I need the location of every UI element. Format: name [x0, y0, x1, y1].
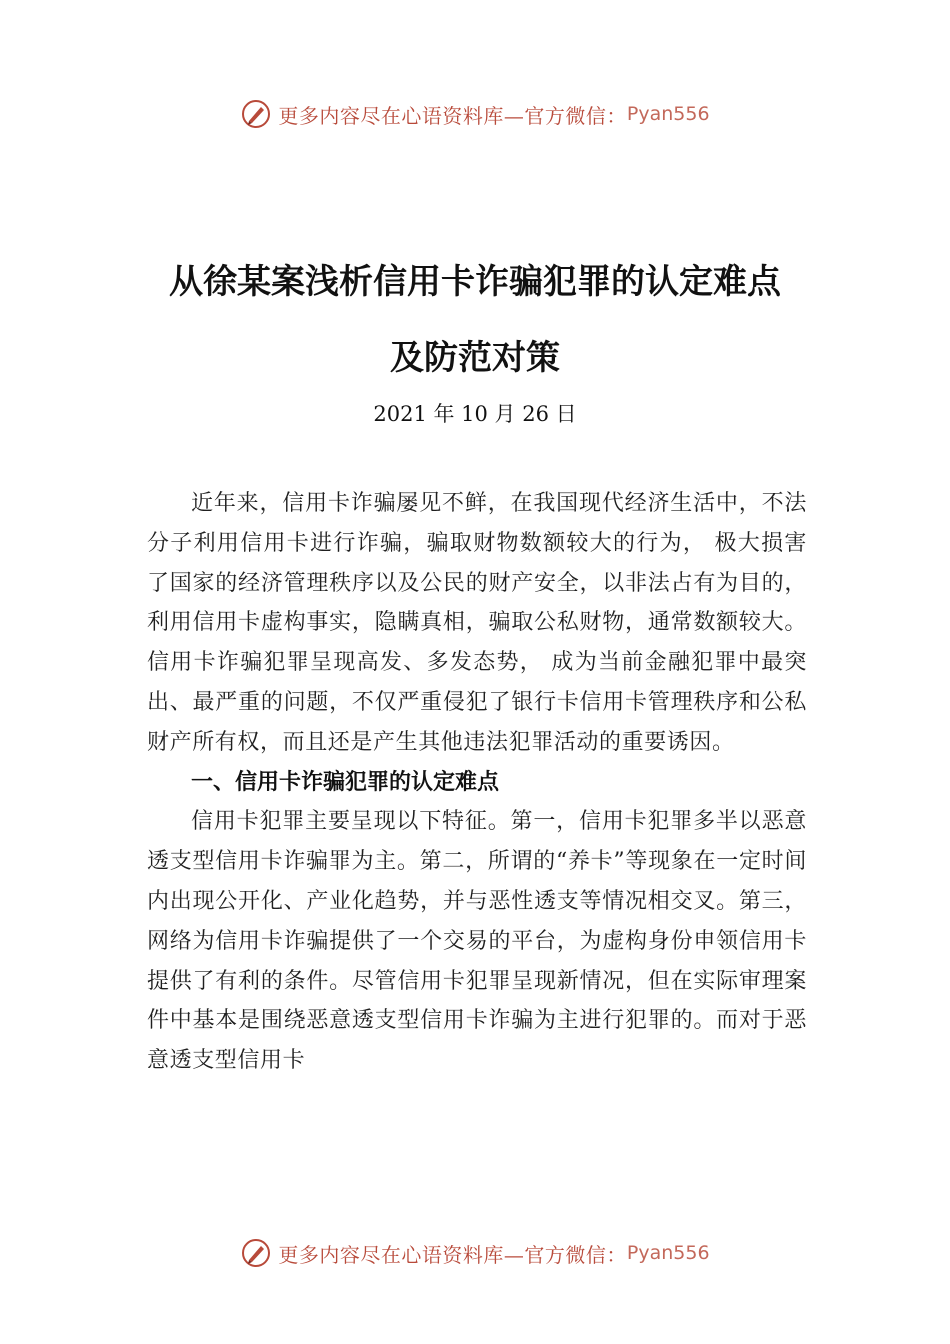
- document-date: 2021 年 10 月 26 日: [373, 402, 577, 426]
- wechat-id: Pyan556: [626, 103, 710, 125]
- pen-logo-icon: [240, 98, 272, 130]
- section-heading-1: 一、信用卡诈骗犯罪的认定难点: [191, 769, 500, 795]
- paragraph-section-1: 信用卡犯罪主要呈现以下特征。第一，信用卡犯罪多半以恶意透支型信用卡诈骗罪为主。第二，所谓的“养卡”等现象在一定时间内出现公开化、产业化趋势，并与恶性透支等情况相交叉。第三，网络为信用卡诈骗提供了一个交易的平台，为虚构身份申领信用卡提供了有利的条件。尽管信用卡犯罪呈现新情况，但在实际审理案件中基本是围绕恶意透支型信用卡诈骗为主进行犯罪的。而对于恶意透支型信用卡: [147, 809, 807, 1074]
- header-watermark: [0, 94, 950, 134]
- document-body: [147, 484, 807, 1081]
- watermark-text: 更多内容尽在心语资料库—官方微信：: [278, 1242, 627, 1267]
- wechat-id: Pyan556: [626, 1242, 710, 1264]
- footer-watermark: [0, 1233, 950, 1273]
- watermark-text: 更多内容尽在心语资料库—官方微信：: [278, 103, 627, 128]
- paragraph-intro: 近年来，信用卡诈骗屡见不鲜，在我国现代经济生活中，不法分子利用信用卡进行诈骗，骗取财物数额较大的行为， 极大损害了国家的经济管理秩序以及公民的财产安全，以非法占有为目的，利用信用卡虚构事实，隐瞒真相，骗取公私财物，通常数额较大。信用卡诈骗犯罪呈现高发、多发态势， 成为当前金融犯罪中最突出、最严重的问题，不仅严重侵犯了银行卡信用卡管理秩序和公私财产所有权，而且还是产生其他违法犯罪活动的重要诱因。: [147, 491, 807, 755]
- document-title-line-1: 从徐某案浅析信用卡诈骗犯罪的认定难点: [169, 262, 781, 302]
- document-title-line-2: 及防范对策: [390, 338, 560, 378]
- pen-logo-icon: [240, 1237, 272, 1269]
